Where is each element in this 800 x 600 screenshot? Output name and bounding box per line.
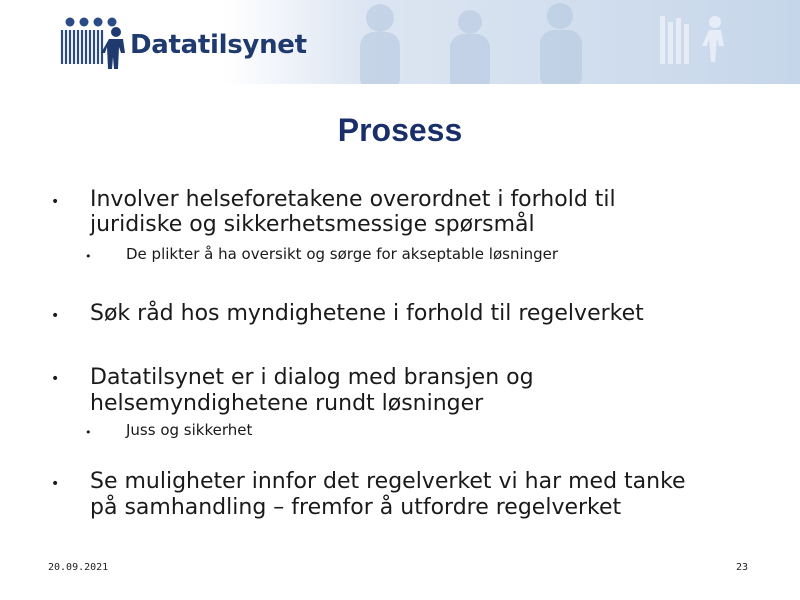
slide-title: Prosess bbox=[337, 112, 463, 148]
bullet-4-line-1: Se muligheter innfor det regelverket vi har med tanke bbox=[90, 469, 686, 494]
bullet-marker: • bbox=[51, 476, 60, 492]
bullet-marker: • bbox=[51, 371, 60, 387]
header-banner bbox=[0, 0, 800, 84]
datatilsynet-logo[interactable] bbox=[58, 14, 307, 72]
bullet-marker: • bbox=[51, 308, 60, 324]
bullet-1-line-2: juridiske og sikkerhetsmessige spørsmål bbox=[90, 212, 535, 237]
bullet-1-sub: De plikter å ha oversikt og sørge for akseptable løsninger bbox=[126, 245, 559, 263]
bullet-2-line-1: Søk råd hos myndighetene i forhold til regelverket bbox=[90, 301, 644, 326]
bullet-1-line-1: Involver helseforetakene overordnet i forhold til bbox=[90, 187, 616, 212]
bullet-4-line-2: på samhandling – fremfor å utfordre regelverket bbox=[90, 495, 622, 520]
footer-date: 20.09.2021 bbox=[48, 562, 109, 573]
sub-bullet-marker: • bbox=[85, 250, 92, 263]
bullet-3-sub: Juss og sikkerhet bbox=[126, 421, 253, 439]
bullet-3-line-2: helsemyndighetene rundt løsninger bbox=[90, 391, 484, 416]
header-figures-illustration bbox=[330, 0, 800, 84]
bullet-3-line-1: Datatilsynet er i dialog med bransjen og bbox=[90, 365, 534, 390]
brand-name: Datatilsynet bbox=[130, 30, 307, 60]
sub-bullet-marker: • bbox=[85, 426, 92, 439]
bullet-marker: • bbox=[51, 194, 60, 210]
page-number: 23 bbox=[735, 562, 748, 573]
walking-people-logo-icon bbox=[58, 14, 128, 72]
